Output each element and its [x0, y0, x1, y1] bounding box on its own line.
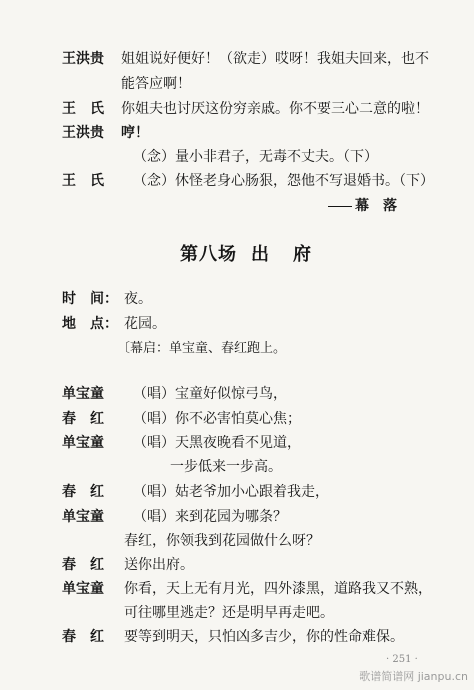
speaker-label: 王洪贵	[62, 125, 104, 141]
speaker-label: 单宝童	[62, 435, 104, 451]
dialogue-line: （唱）宝童好似惊弓鸟，	[133, 386, 287, 402]
speaker-label: 春 红	[62, 629, 104, 645]
speaker-label: 单宝童	[62, 581, 104, 597]
scene-number: 第八场	[180, 244, 237, 265]
dialogue-line: 你看，天上无有月光，四外漆黑，道路我又不熟，	[124, 581, 432, 597]
page-number: · 251 ·	[386, 654, 418, 665]
watermark-text: 歌谱简谱网 jianpu.cn	[359, 670, 468, 683]
dialogue-line: 你姐夫也讨厌这份穷亲戚。你不要三心二意的啦！	[121, 101, 429, 117]
dialogue-line: 送你出府。	[124, 557, 194, 573]
scene-title-char: 出	[251, 244, 269, 265]
scene-title-char: 府	[293, 244, 311, 265]
dialogue-line: 可往哪里逃走？还是明早再走吧。	[124, 605, 334, 621]
speaker-label: 春 红	[62, 484, 104, 500]
dialogue-line: 一步低来一步高。	[170, 459, 282, 475]
setting-value: 花园。	[124, 316, 166, 332]
setting-label: 时 间：	[62, 291, 118, 307]
speaker-label: 春 红	[62, 411, 104, 427]
dialogue-line: 姐姐说好便好！（欲走）哎呀！我姐夫回来，也不	[121, 51, 429, 67]
dialogue-line: （念）量小非君子，无毒不丈夫。（下）	[133, 149, 378, 165]
speaker-label: 单宝童	[62, 386, 104, 402]
dialogue-line: 能答应啊！	[121, 76, 191, 92]
dash-line	[328, 206, 352, 207]
curtain-text: 幕 落	[355, 198, 397, 214]
dialogue-line: （唱）姑老爷加小心跟着我走，	[133, 484, 329, 500]
setting-label: 地 点：	[62, 316, 118, 332]
dialogue-line: 春红，你领我到花园做什么呀？	[124, 533, 320, 549]
speaker-label: 春 红	[62, 557, 104, 573]
speaker-label: 单宝童	[62, 509, 104, 525]
dialogue-line: 哼！	[121, 125, 149, 141]
setting-value: 夜。	[124, 291, 152, 307]
stage-direction: 〔幕启：单宝童、春红跑上。	[117, 341, 287, 356]
dialogue-line: （唱）你不必害怕莫心焦；	[133, 411, 301, 427]
curtain-note	[328, 197, 397, 215]
speaker-label: 王 氏	[62, 101, 104, 117]
speaker-label: 王洪贵	[62, 51, 104, 67]
dialogue-line: 要等到明天，只怕凶多吉少，你的性命难保。	[124, 629, 404, 645]
dialogue-line: （念）休怪老身心肠狠，怨他不写退婚书。（下）	[133, 173, 434, 189]
speaker-label: 王 氏	[62, 173, 104, 189]
dialogue-line: （唱）来到花园为哪条？	[133, 509, 287, 525]
dialogue-line: （唱）天黑夜晚看不见道，	[133, 435, 301, 451]
scene-title	[180, 244, 311, 266]
